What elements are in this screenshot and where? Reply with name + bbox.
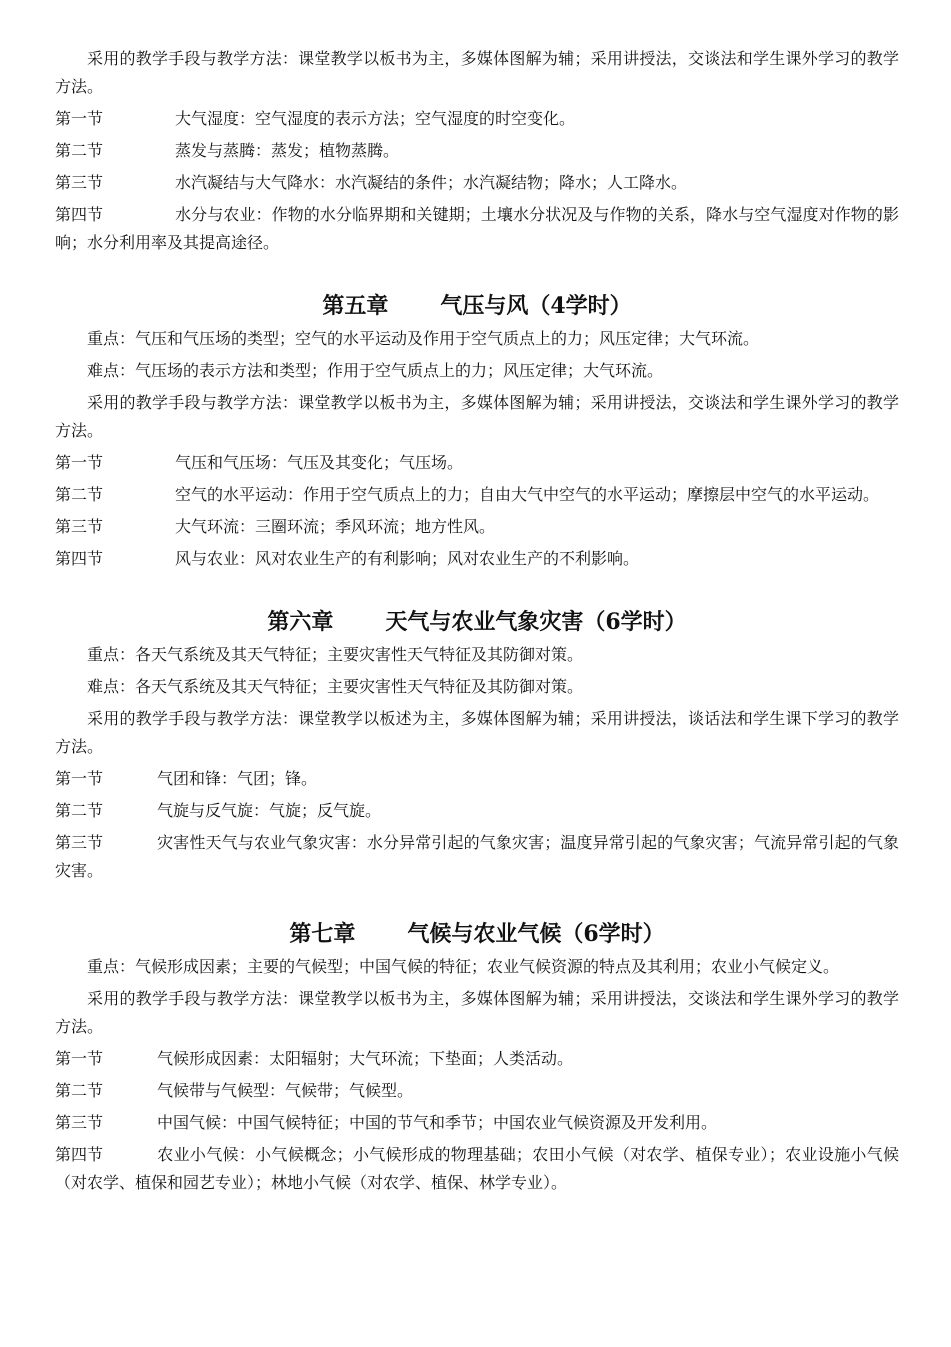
chapter-number: 第七章 (289, 921, 356, 947)
section-label: 第一节 (55, 109, 104, 128)
section-text: 灾害性天气与农业气象灾害：水分异常引起的气象灾害；温度异常引起的气象灾害；气流异常引起的气象灾害。 (55, 833, 899, 880)
section-label: 第二节 (55, 141, 104, 160)
section-item (55, 1139, 899, 1199)
section-label: 第一节 (55, 769, 104, 788)
section-text: 蒸发与蒸腾：蒸发；植物蒸腾。 (175, 141, 400, 160)
section-label: 第一节 (55, 1049, 104, 1068)
chapter-7-heading (55, 915, 899, 951)
teaching-method-paragraph: 采用的教学手段与教学方法：课堂教学以板书为主，多媒体图解为辅；采用讲授法，交谈法和学生课外学习的教学方法。 (55, 49, 899, 96)
section-text: 气候带与气候型：气候带；气候型。 (157, 1081, 414, 1100)
section-text: 农业小气候：小气候概念；小气候形成的物理基础；农田小气候（对农学、植保专业）；农业设施小气候（对农学、植保和园艺专业）；林地小气候（对农学、植保、林学专业）。 (55, 1145, 899, 1192)
section-item (55, 135, 899, 167)
section-item (55, 479, 899, 511)
section-label: 第二节 (55, 1081, 104, 1100)
section-item (55, 447, 899, 479)
section-text: 气团和锋：气团；锋。 (157, 769, 318, 788)
teaching-method-paragraph: 采用的教学手段与教学方法：课堂教学以板书为主，多媒体图解为辅；采用讲授法，交谈法和学生课外学习的教学方法。 (55, 989, 899, 1036)
section-item (55, 763, 899, 795)
section-label: 第三节 (55, 833, 104, 852)
section-item (55, 511, 899, 543)
section-text: 气压和气压场：气压及其变化；气压场。 (175, 453, 464, 472)
section-item (55, 543, 899, 575)
section-text: 风与农业：风对农业生产的有利影响；风对农业生产的不利影响。 (175, 549, 640, 568)
section-item (55, 1043, 899, 1075)
section-text: 中国气候：中国气候特征；中国的节气和季节；中国农业气候资源及开发利用。 (157, 1113, 718, 1132)
section-label: 第四节 (55, 205, 104, 224)
section-label: 第三节 (55, 1113, 104, 1132)
section-text: 气候形成因素：太阳辐射；大气环流；下垫面；人类活动。 (157, 1049, 574, 1068)
section-item (55, 199, 899, 259)
section-label: 第一节 (55, 453, 104, 472)
section-label: 第二节 (55, 801, 104, 820)
section-text: 气旋与反气旋：气旋；反气旋。 (157, 801, 382, 820)
section-text: 大气环流：三圈环流；季风环流；地方性风。 (175, 517, 496, 536)
section-label: 第三节 (55, 173, 104, 192)
key-points-paragraph: 重点：各天气系统及其天气特征；主要灾害性天气特征及其防御对策。 (87, 645, 584, 664)
section-item (55, 103, 899, 135)
section-label: 第三节 (55, 517, 104, 536)
section-item (55, 795, 899, 827)
section-label: 第二节 (55, 485, 104, 504)
difficult-points-paragraph: 难点：各天气系统及其天气特征；主要灾害性天气特征及其防御对策。 (87, 677, 584, 696)
section-text: 空气的水平运动：作用于空气质点上的力；自由大气中空气的水平运动；摩擦层中空气的水平运动。 (175, 485, 880, 504)
teaching-method-paragraph: 采用的教学手段与教学方法：课堂教学以板书为主，多媒体图解为辅；采用讲授法，交谈法和学生课外学习的教学方法。 (55, 393, 899, 440)
section-item (55, 827, 899, 887)
chapter-5-heading (55, 287, 899, 323)
section-text: 大气湿度：空气湿度的表示方法；空气湿度的时空变化。 (175, 109, 576, 128)
section-item (55, 1075, 899, 1107)
chapter-title: 天气与农业气象灾害（6学时） (385, 609, 687, 635)
section-label: 第四节 (55, 1145, 104, 1164)
section-item (55, 1107, 899, 1139)
section-item (55, 167, 899, 199)
chapter-title: 气压与风（4学时） (440, 293, 632, 319)
section-text: 水分与农业：作物的水分临界期和关键期；土壤水分状况及与作物的关系，降水与空气湿度对作物的影响；水分利用率及其提高途径。 (55, 205, 899, 252)
chapter-title: 气候与农业气候（6学时） (407, 921, 665, 947)
chapter-6-heading (55, 603, 899, 639)
chapter-number: 第五章 (322, 293, 389, 319)
section-text: 水汽凝结与大气降水：水汽凝结的条件；水汽凝结物；降水；人工降水。 (175, 173, 688, 192)
chapter-number: 第六章 (267, 609, 334, 635)
teaching-method-paragraph: 采用的教学手段与教学方法：课堂教学以板述为主，多媒体图解为辅；采用讲授法，谈话法和学生课下学习的教学方法。 (55, 709, 899, 756)
section-label: 第四节 (55, 549, 104, 568)
key-points-paragraph: 重点：气候形成因素；主要的气候型；中国气候的特征；农业气候资源的特点及其利用；农业小气候定义。 (87, 957, 840, 976)
key-points-paragraph: 重点：气压和气压场的类型；空气的水平运动及作用于空气质点上的力；风压定律；大气环流。 (87, 329, 760, 348)
difficult-points-paragraph: 难点：气压场的表示方法和类型；作用于空气质点上的力；风压定律；大气环流。 (87, 361, 664, 380)
